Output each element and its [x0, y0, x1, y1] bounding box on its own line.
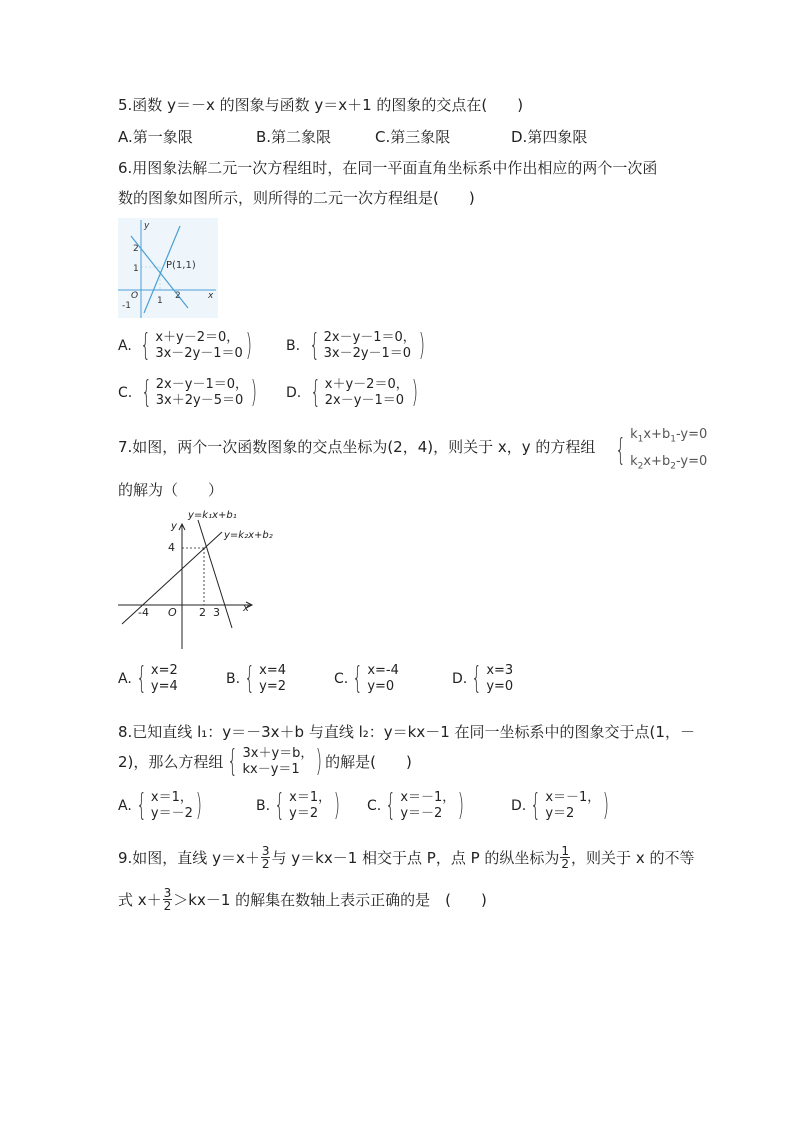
q7-option-d[interactable]: D. { x=3 y=0	[452, 661, 514, 696]
q6-b-row2: 3x－2y－1＝0	[323, 346, 412, 361]
q8-stem-line2	[118, 746, 412, 778]
q7-option-d-letter: D.	[452, 671, 468, 687]
q6-option-a-letter: A.	[118, 338, 132, 354]
q8-c-row1: x＝－1，	[400, 790, 456, 805]
q9-stem-line2	[118, 887, 487, 912]
q7-k1: k	[630, 427, 638, 442]
q6-c-row1: 2x－y－1＝0，	[155, 377, 248, 392]
q6-tick-y1: 1	[133, 264, 139, 274]
q8-option-c[interactable]: C. { x＝－1， y＝－2 )	[367, 788, 465, 823]
q5-option-c[interactable]: C.第三象限	[375, 128, 451, 146]
q8-a-row1: x＝1，	[150, 790, 193, 805]
q6-c-row2: 3x＋2y－5＝0	[155, 393, 244, 408]
q7-xb-1: x+b	[643, 427, 671, 442]
q8-b-row1: x＝1，	[289, 790, 332, 805]
q6-graph	[118, 218, 218, 318]
q7-b2-sub: 2	[670, 461, 676, 472]
q8-option-d[interactable]: D. { x＝－1， y＝2 )	[511, 788, 610, 823]
q8-system: { 3x＋y＝b， kx－y＝1 )	[227, 744, 323, 779]
q7-option-b[interactable]: B. { x=4 y=2	[226, 661, 287, 696]
q7-option-c-letter: C.	[334, 671, 349, 687]
q9-l1-a: 9.如图，直线 y＝x＋	[118, 848, 260, 867]
q9-frac3-3-2	[163, 887, 173, 912]
q7-d-row1: x=3	[486, 663, 514, 678]
q6-a-row2: 3x－2y－1＝0	[155, 346, 243, 361]
q7-b-row1: x=4	[259, 663, 287, 678]
q9-frac-3-2	[261, 845, 271, 870]
q7-a-row2: y=4	[150, 679, 178, 694]
q9-l2-b: ＞kx－1 的解集在数轴上表示正确的是 ( )	[173, 890, 487, 909]
q9-frac3-den: 2	[163, 899, 172, 913]
q6-d-row1: x＋y－2＝0，	[324, 377, 409, 392]
q6-x-label: x	[208, 291, 214, 301]
q6-option-d-letter: D.	[286, 385, 302, 401]
q7-x-label: x	[243, 603, 249, 614]
q8-option-a[interactable]: A. { x＝1， y＝－2 )	[118, 788, 202, 823]
q6-b-row1: 2x－y－1＝0，	[323, 330, 416, 345]
q8-b-row2: y＝2	[289, 806, 319, 821]
q8-option-a-letter: A.	[118, 798, 132, 814]
q8-stem-line2-a: 2)，那么方程组	[118, 753, 224, 771]
q6-option-a[interactable]	[118, 330, 255, 362]
q6-tick-ym1: -1	[122, 301, 131, 311]
q6-a-row1: x＋y－2＝0，	[155, 330, 240, 345]
q7-line2-label: y=k₂x+b₂	[224, 530, 273, 541]
q7-c-row2: y=0	[367, 679, 395, 694]
q8-a-row2: y＝－2	[150, 806, 193, 821]
q7-d-row2: y=0	[486, 679, 514, 694]
q6-point-label: P(1,1)	[166, 260, 196, 271]
q6-figure	[118, 218, 218, 318]
q8-sys-row2: kx－y＝1	[242, 762, 300, 777]
q6-stem-line1: 6.用图象法解二元一次方程组时，在同一平面直角坐标系中作出相应的两个一次函	[118, 159, 658, 177]
q9-frac2-den: 2	[561, 857, 570, 871]
q6-option-c-letter: C.	[118, 385, 133, 401]
q6-stem-line2: 数的图象如图所示，则所得的二元一次方程组是( )	[118, 189, 475, 207]
q7-tick-x2: 2	[199, 606, 206, 619]
q5-stem: 5.函数 y＝－x 的图象与函数 y＝x＋1 的图象的交点在( )	[118, 96, 524, 114]
q5-option-d[interactable]: D.第四象限	[511, 128, 588, 146]
q6-option-d-system: { x＋y－2＝0， 2x－y－1＝0 )	[309, 375, 418, 410]
q9-l2-a: 式 x＋	[118, 890, 162, 909]
q7-system: { $k_1x+b_1-y=0$ $k_2x+b_2-y=0$	[611, 424, 707, 477]
q7-tick-y4: 4	[168, 541, 175, 554]
q8-stem-line1: 8.已知直线 l₁：y＝－3x＋b 与直线 l₂：y＝kx－1 在同一坐标系中的图象交于点(1，－	[118, 723, 695, 741]
q7-b-row2: y=2	[259, 679, 287, 694]
q6-option-a-system: { x＋y－2＝0， 3x－2y－1＝0 )	[140, 328, 252, 363]
q7-figure	[118, 504, 278, 654]
q6-tick-y2: 2	[133, 244, 139, 254]
q7-sys-row2	[630, 451, 707, 478]
q9-frac-den: 2	[261, 857, 270, 871]
q7-a-row1: x=2	[150, 663, 178, 678]
q7-tail-2: -y=0	[675, 453, 708, 469]
q6-d-row2: 2x－y－1＝0	[324, 393, 404, 408]
q9-stem-line1	[118, 845, 694, 870]
q7-tick-xm4: -4	[138, 606, 149, 619]
q7-c-row1: x=-4	[367, 663, 399, 678]
q8-stem-line2-b: 的解是( )	[325, 753, 412, 771]
q9-frac2-num: 1	[561, 844, 570, 858]
q8-d-row1: x＝－1，	[545, 790, 601, 805]
q5-option-b[interactable]: B.第二象限	[256, 128, 332, 146]
q7-k2-sub: 2	[637, 461, 644, 472]
q9-l1-b: 与 y＝kx－1 相交于点 P，点 P 的纵坐标为	[271, 848, 560, 867]
q7-sys-row1	[630, 424, 707, 451]
q7-stem-a: 7.如图，两个一次函数图象的交点坐标为(2，4)，则关于 x，y 的方程组	[118, 438, 596, 456]
q6-y-label: y	[144, 221, 150, 231]
q7-origin: O	[168, 606, 177, 619]
q7-tail-1: -y=0	[675, 427, 708, 442]
q7-option-a[interactable]: A. { x=2 y=4	[118, 661, 178, 696]
q7-stem-b: 的解为（ ）	[118, 481, 224, 499]
q8-sys-row1: 3x＋y＝b，	[242, 746, 314, 761]
q6-option-d[interactable]	[286, 377, 420, 409]
q7-k1-sub: 1	[637, 434, 644, 445]
q8-option-c-letter: C.	[367, 798, 382, 814]
q6-option-c[interactable]	[118, 377, 260, 409]
q7-k2: k	[630, 453, 638, 469]
q6-tick-x2: 2	[175, 291, 181, 301]
q8-option-b[interactable]: B. { x＝1， y＝2 )	[256, 788, 341, 823]
q8-option-b-letter: B.	[256, 798, 271, 814]
q9-frac-1-2	[560, 845, 570, 870]
q7-y-label: y	[171, 521, 177, 532]
q7-b1-sub: 1	[670, 434, 676, 445]
q7-option-b-letter: B.	[226, 671, 241, 687]
q6-option-b-system: { 2x－y－1＝0， 3x－2y－1＝0 )	[308, 328, 425, 363]
q9-frac-num: 3	[261, 844, 270, 858]
q5-option-a[interactable]: A.第一象限	[118, 128, 193, 146]
q6-option-c-system: { 2x－y－1＝0， 3x＋2y－5＝0 )	[140, 375, 258, 410]
q6-origin: O	[131, 291, 139, 301]
q7-option-c[interactable]: C. { x=-4 y=0	[334, 661, 399, 696]
q6-tick-x1: 1	[157, 296, 163, 306]
q9-frac3-num: 3	[163, 886, 172, 900]
q7-line1-label: y=k₁x+b₁	[188, 510, 237, 521]
q6-option-b[interactable]	[286, 330, 428, 362]
q6-option-b-letter: B.	[286, 338, 301, 354]
q7-xb-2: x+b	[643, 453, 671, 469]
q8-c-row2: y＝－2	[400, 806, 443, 821]
q8-d-row2: y＝2	[545, 806, 575, 821]
q7-tick-x3: 3	[213, 606, 220, 619]
q7-option-a-letter: A.	[118, 671, 132, 687]
q9-l1-c: ，则关于 x 的不等	[571, 848, 695, 867]
q8-option-d-letter: D.	[511, 798, 527, 814]
q7-graph	[118, 504, 278, 654]
